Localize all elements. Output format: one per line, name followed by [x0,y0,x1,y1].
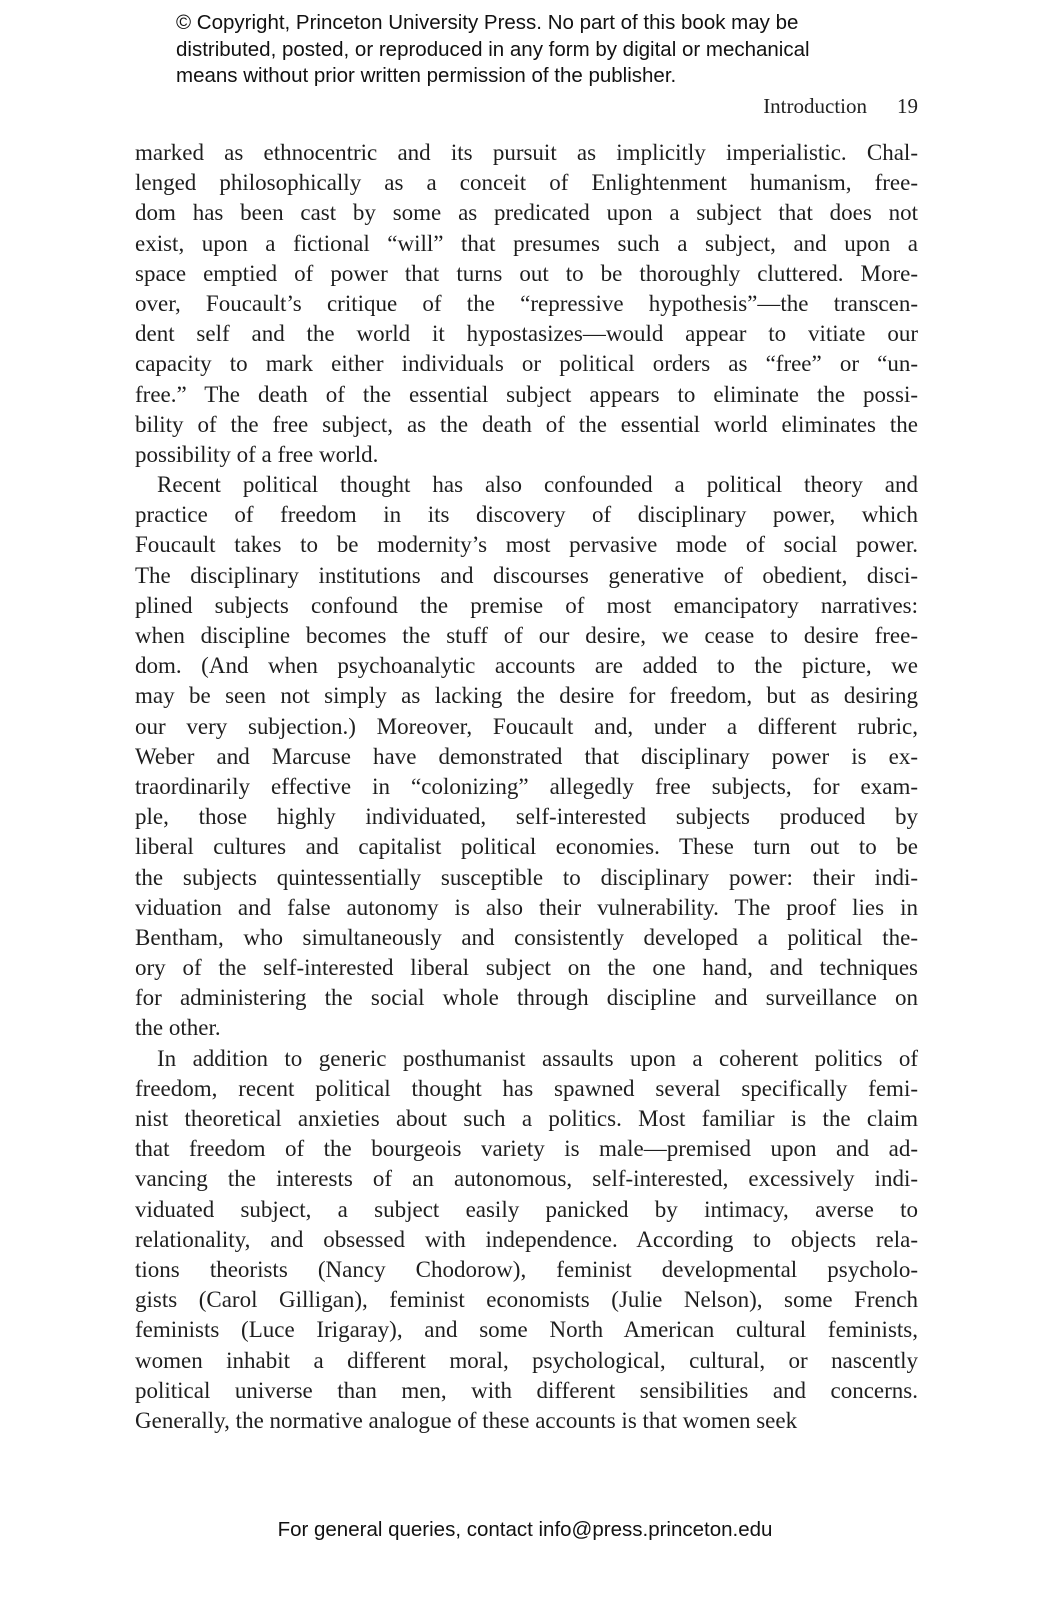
text-line: free.” The death of the essential subject appears to eliminate the possi- [135,381,918,407]
text-line: Weber and Marcuse have demonstrated that disciplinary power is ex- [135,743,918,769]
text-line: traordinarily effective in “colonizing” allegedly free subjects, for exam- [135,773,918,799]
text-line: ple, those highly individuated, self-interested subjects produced by [135,804,918,830]
copyright-line: © Copyright, Princeton University Press. No part of this book may be [176,11,799,34]
text-line: nist theoretical anxieties about such a politics. Most familiar is the claim [135,1106,918,1131]
running-head [600,94,918,119]
text-line: bility of the free subject, as the death of the essential world eliminates the [135,411,918,437]
text-line: vancing the interests of an autonomous, self-interested, excessively indi- [135,1166,918,1192]
paragraph [135,1044,918,1436]
text-line: women inhabit a different moral, psychological, cultural, or nascently [135,1347,918,1373]
text-line: the other. [135,1015,221,1041]
text-line: tions theorists (Nancy Chodorow), feminist developmental psycholo- [135,1256,918,1282]
text-line: space emptied of power that turns out to be thoroughly cluttered. More- [135,260,918,286]
copyright-line: distributed, posted, or reproduced in any form by digital or mechanical [176,37,810,61]
page-number: 19 [897,94,918,118]
text-line: Recent political thought has also confounded a political theory and [157,472,918,498]
text-line: The disciplinary institutions and discourses generative of obedient, disci- [135,562,918,588]
text-line: capacity to mark either individuals or political orders as “free” or “un- [135,351,918,377]
text-line: for administering the social whole through discipline and surveillance on [135,985,918,1011]
text-line: exist, upon a fictional “will” that presumes such a subject, and upon a [135,230,918,256]
text-line: viduation and false autonomy is also their vulnerability. The proof lies in [135,894,918,920]
text-line: Bentham, who simultaneously and consistently developed a political the- [135,924,918,950]
text-line: marked as ethnocentric and its pursuit as implicitly imperialistic. Chal- [135,140,918,165]
text-line: feminists (Luce Irigaray), and some North American cultural feminists, [135,1317,918,1343]
paragraph [135,138,918,470]
footer-contact: For general queries, contact info@press.princeton.edu [277,1518,773,1541]
text-line: that freedom of the bourgeois variety is male—premised upon and ad- [135,1136,918,1162]
text-line: In addition to generic posthumanist assaults upon a coherent politics of [157,1045,918,1071]
body-text [135,138,918,1436]
text-line: ory of the self-interested liberal subject on the one hand, and techniques [135,955,918,981]
text-line: practice of freedom in its discovery of disciplinary power, which [135,502,918,528]
text-line: relationality, and obsessed with independence. According to objects rela- [135,1226,918,1252]
text-line: our very subjection.) Moreover, Foucault and, under a different rubric, [135,713,918,739]
text-line: dom has been cast by some as predicated upon a subject that does not [135,200,918,226]
text-line: over, Foucault’s critique of the “repressive hypothesis”—the transcen- [135,290,918,316]
text-line: may be seen not simply as lacking the desire for freedom, but as desiring [135,683,918,709]
text-line: Generally, the normative analogue of these accounts is that women seek [135,1407,798,1433]
text-line: the subjects quintessentially susceptible to disciplinary power: their indi- [135,864,918,890]
text-line: plined subjects confound the premise of most emancipatory narratives: [135,592,918,618]
text-line: dent self and the world it hypostasizes—would appear to vitiate our [135,321,918,347]
paragraph [135,470,918,1044]
text-line: liberal cultures and capitalist political economies. These turn out to be [135,834,918,860]
text-line: Foucault takes to be modernity’s most pervasive mode of social power. [135,532,918,558]
copyright-notice [176,10,916,90]
text-line: lenged philosophically as a conceit of Enlightenment humanism, free- [135,170,918,196]
text-line: freedom, recent political thought has spawned several specifically femi- [135,1075,918,1101]
text-line: possibility of a free world. [135,441,379,467]
text-line: dom. (And when psychoanalytic accounts are added to the picture, we [135,653,918,679]
copyright-line: means without prior written permission of the publisher. [176,64,677,87]
text-line: political universe than men, with different sensibilities and concerns. [135,1377,918,1403]
text-line: viduated subject, a subject easily panicked by intimacy, averse to [135,1196,918,1222]
text-line: gists (Carol Gilligan), feminist economists (Julie Nelson), some French [135,1287,918,1313]
text-line: when discipline becomes the stuff of our desire, we cease to desire free- [135,623,918,648]
chapter-title: Introduction [763,94,867,118]
